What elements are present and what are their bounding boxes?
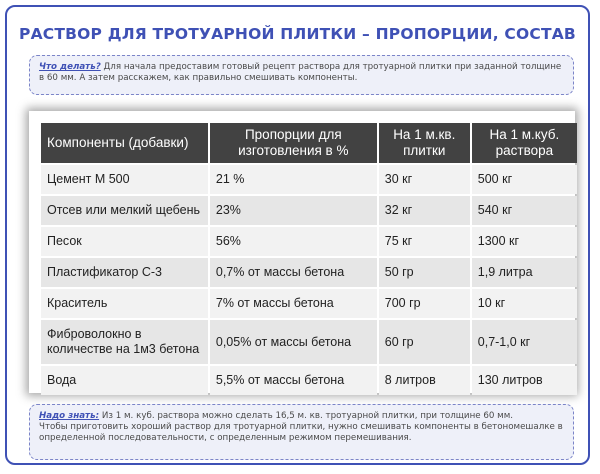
table-cell: Пластификатор С-3 <box>41 258 208 287</box>
outro-lead: Надо знать: <box>39 411 100 421</box>
table-cell: 7% от массы бетона <box>210 289 377 318</box>
table-cell: 540 кг <box>472 196 577 225</box>
table-cell: Отсев или мелкий щебень <box>41 196 208 225</box>
outro-line2: Чтобы приготовить хороший раствор для тротуарной плитки, нужно смешивать компоненты в бетономешалке в определенной последовательности, с определенным режимом перемешивания. <box>39 422 563 443</box>
table-cell: 32 кг <box>379 196 470 225</box>
table-cell: 0,05% от массы бетона <box>210 320 377 364</box>
table-row <box>41 320 577 364</box>
table-cell: 0,7-1,0 кг <box>472 320 577 364</box>
table-cell: 1,9 литра <box>472 258 577 287</box>
table-cell: 75 кг <box>379 227 470 256</box>
outro-line1: Из 1 м. куб. раствора можно сделать 16,5 м. кв. тротуарной плитки, при толщине 60 мм. <box>101 411 514 421</box>
table-cell: 56% <box>210 227 377 256</box>
table-cell: Песок <box>41 227 208 256</box>
table-row <box>41 289 577 318</box>
table-cell: 8 литров <box>379 366 470 395</box>
intro-text: Для начала предоставим готовый рецепт раствора для тротуарной плитки при заданной толщине в 60 мм. А затем расскажем, как правильно смешивать компоненты. <box>39 62 562 83</box>
table-cell: 23% <box>210 196 377 225</box>
table-cell: Цемент М 500 <box>41 165 208 194</box>
table-row <box>41 165 577 194</box>
table-cell: 500 кг <box>472 165 577 194</box>
intro-lead: Что делать? <box>39 62 101 72</box>
table-cell: 21 % <box>210 165 377 194</box>
info-card <box>5 5 590 465</box>
table-row <box>41 258 577 287</box>
header-proportions: Пропорции для изготовления в % <box>210 123 377 163</box>
table-cell: Фиброволокно в количестве на 1м3 бетона <box>41 320 208 364</box>
outro-first-line <box>39 411 513 421</box>
table-header-row <box>41 123 577 163</box>
table-cell: 60 гр <box>379 320 470 364</box>
table-cell: 10 кг <box>472 289 577 318</box>
table-row <box>41 227 577 256</box>
outro-note <box>29 404 574 460</box>
header-per-cbm: На 1 м.куб. раствора <box>472 123 577 163</box>
intro-note <box>29 55 574 95</box>
proportions-table <box>39 121 579 397</box>
table-cell: 50 гр <box>379 258 470 287</box>
table-cell: 130 литров <box>472 366 577 395</box>
table-cell: 700 гр <box>379 289 470 318</box>
table-cell: 5,5% от массы бетона <box>210 366 377 395</box>
header-per-sqm: На 1 м.кв. плитки <box>379 123 470 163</box>
table-row <box>41 366 577 395</box>
table-cell: 1300 кг <box>472 227 577 256</box>
table-row <box>41 196 577 225</box>
table-cell: 0,7% от массы бетона <box>210 258 377 287</box>
table-cell: Краситель <box>41 289 208 318</box>
header-components: Компоненты (добавки) <box>41 123 208 163</box>
table-cell: 30 кг <box>379 165 470 194</box>
proportions-table-panel <box>29 111 575 393</box>
table-cell: Вода <box>41 366 208 395</box>
page-title: РАСТВОР ДЛЯ ТРОТУАРНОЙ ПЛИТКИ – ПРОПОРЦИИ, СОСТАВ <box>19 25 576 43</box>
